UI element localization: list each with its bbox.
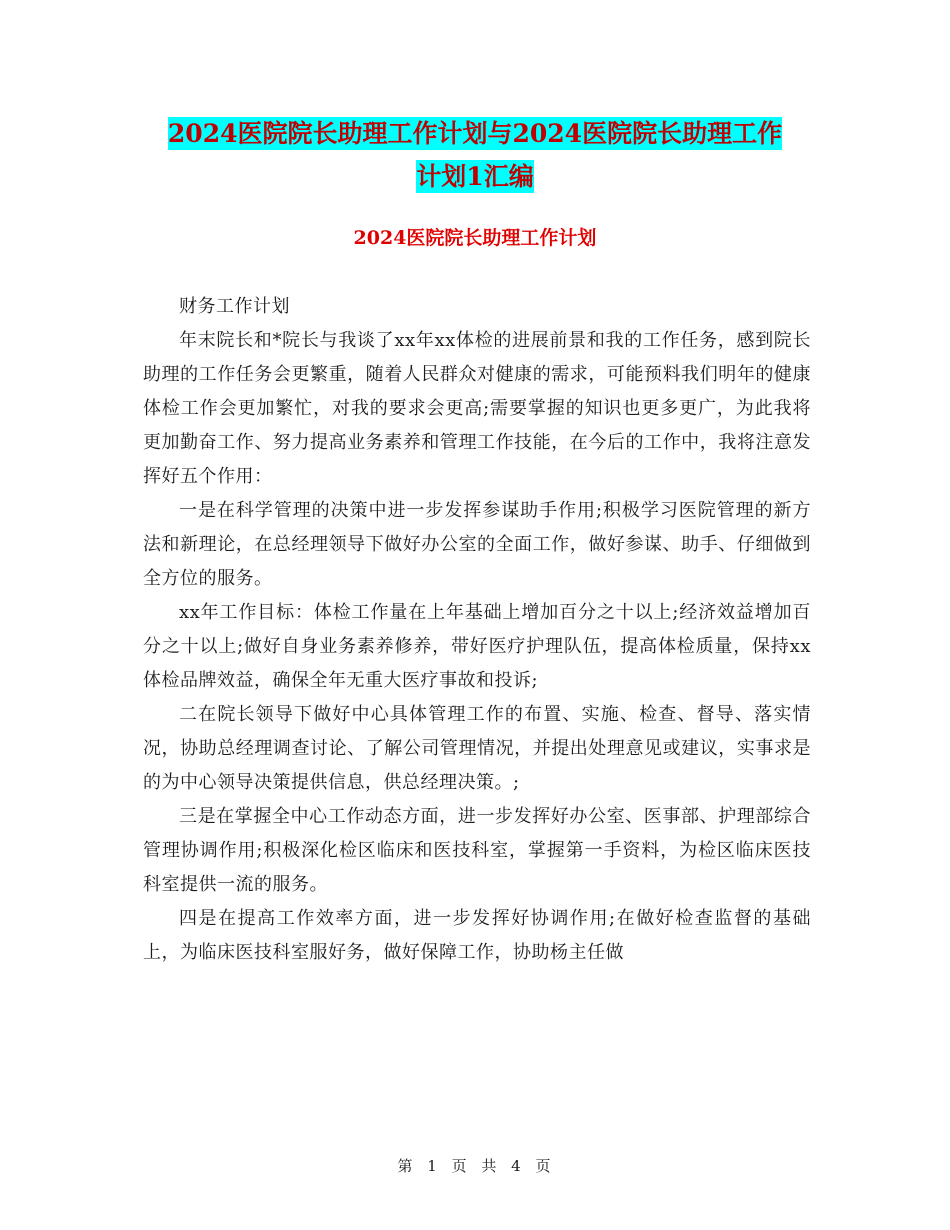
paragraph: 财务工作计划	[179, 296, 290, 317]
paragraph: 二在院长领导下做好中心具体管理工作的布置、实施、检查、督导、落实情况，协助总经理调查讨论、了解公司管理情况，并提出处理意见或建议，实事求是的为中心领导决策提供信息，供总经理决策。;	[143, 704, 811, 793]
section-title: 2024医院院长助理工作计划	[353, 227, 597, 249]
paragraph: 三是在掌握全中心工作动态方面，进一步发挥好办公室、医事部、护理部综合管理协调作用;积极深化检区临床和医技科室，掌握第一手资料，为检区临床医技科室提供一流的服务。	[143, 806, 811, 895]
paragraph: xx年工作目标：体检工作量在上年基础上增加百分之十以上;经济效益增加百分之十以上;做好自身业务素养修养，带好医疗护理队伍，提高体检质量，保持xx体检品牌效益，确保全年无重大医疗事故和投诉;	[143, 602, 811, 691]
paragraph: 年末院长和*院长与我谈了xx年xx体检的进展前景和我的工作任务，感到院长助理的工作任务会更繁重，随着人民群众对健康的需求，可能预料我们明年的健康体检工作会更加繁忙，对我的要求会更高;需要掌握的知识也更多更广，为此我将更加勤奋工作、努力提高业务素养和管理工作技能，在今后的工作中，我将注意发挥好五个作用：	[143, 330, 811, 487]
paragraph: 四是在提高工作效率方面，进一步发挥好协调作用;在做好检查监督的基础上，为临床医技科室服好务，做好保障工作，协助杨主任做	[143, 908, 811, 963]
page-footer: 第 1 页 共 4 页	[397, 1157, 553, 1175]
document-title-line1: 2024医院院长助理工作计划与2024医院院长助理工作	[167, 119, 783, 148]
paragraph: 一是在科学管理的决策中进一步发挥参谋助手作用;积极学习医院管理的新方法和新理论，在总经理领导下做好办公室的全面工作，做好参谋、助手、仔细做到全方位的服务。	[143, 500, 811, 589]
document-title	[0, 112, 950, 198]
document-title-line2: 计划1汇编	[416, 162, 534, 191]
document-body	[143, 290, 811, 970]
